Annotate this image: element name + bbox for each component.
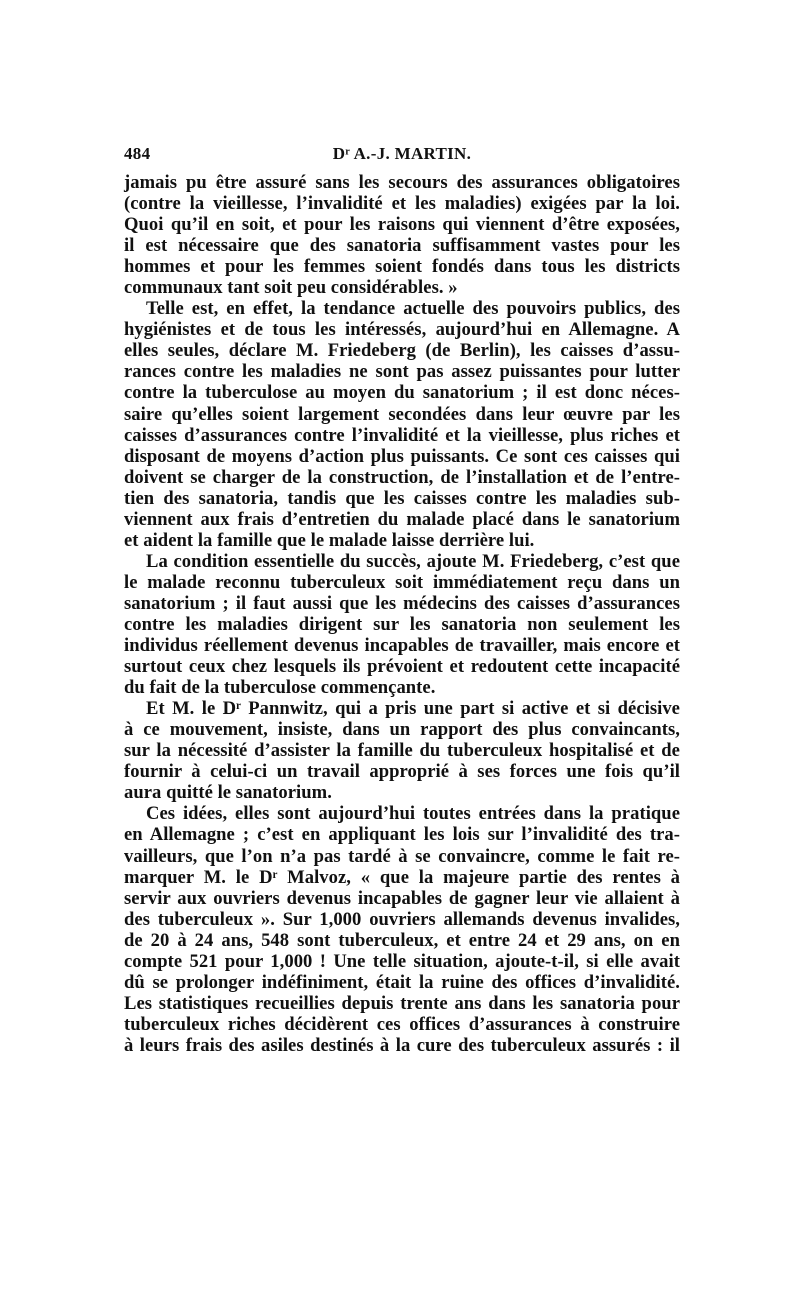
text-line: contre les maladies dirigent sur les sanatoria non seulement les — [124, 613, 680, 635]
text-line: (contre la vieillesse, l’invalidité et les maladies) exigées par la loi. — [124, 193, 680, 215]
body-text — [124, 172, 680, 1056]
text-line: elles seules, déclare M. Friedeberg (de Berlin), les caisses d’assu- — [124, 340, 680, 362]
text-line: compte 521 pour 1,000 ! Une telle situation, ajoute-t-il, si elle avait — [124, 950, 680, 972]
text-line: viennent aux frais d’entretien du malade placé dans le sanatorium — [124, 508, 680, 530]
text-line: à leurs frais des asiles destinés à la cure des tuberculeux assurés : il — [124, 1034, 680, 1056]
text-line: il est nécessaire que des sanatoria suffisamment vastes pour les — [124, 235, 680, 257]
text-line: tuberculeux riches décidèrent ces offices d’assurances à construire — [124, 1013, 680, 1035]
text-line: rances contre les maladies ne sont pas assez puissantes pour lutter — [124, 361, 680, 383]
text-line: Quoi qu’il en soit, et pour les raisons qui viennent d’être exposées, — [124, 214, 680, 236]
text-line: disposant de moyens d’action plus puissants. Ce sont ces caisses qui — [124, 445, 680, 467]
text-line: contre la tuberculose au moyen du sanatorium ; il est donc néces- — [124, 382, 680, 404]
text-line: dû se prolonger indéfiniment, était la ruine des offices d’invalidité. — [124, 971, 680, 993]
text-line: tien des sanatoria, tandis que les caisses contre les maladies sub- — [124, 487, 680, 509]
text-line: surtout ceux chez lesquels ils prévoient et redoutent cette incapacité — [124, 656, 680, 678]
text-line: de 20 à 24 ans, 548 sont tuberculeux, et entre 24 et 29 ans, on en — [124, 929, 680, 951]
text-line: Les statistiques recueillies depuis trente ans dans les sanatoria pour — [124, 992, 680, 1014]
text-line: le malade reconnu tuberculeux soit immédiatement reçu dans un — [124, 571, 680, 593]
text-line: fournir à celui-ci un travail approprié à ses forces une fois qu’il — [124, 761, 680, 783]
text-line: et aident la famille que le malade laisse derrière lui. — [124, 529, 535, 551]
running-head — [124, 144, 680, 170]
page-number: 484 — [124, 144, 151, 163]
text-line: hommes et pour les femmes soient fondés dans tous les districts — [124, 256, 680, 278]
text-line: du fait de la tuberculose commençante. — [124, 677, 436, 699]
running-title: Dʳ A.-J. MARTIN. — [332, 144, 472, 163]
text-line: caisses d’assurances contre l’invalidité et la vieillesse, plus riches et — [124, 424, 680, 446]
text-line: à ce mouvement, insiste, dans un rapport des plus convaincants, — [124, 719, 680, 741]
text-line: Ces idées, elles sont aujourd’hui toutes entrées dans la pratique — [146, 803, 680, 825]
text-line: communaux tant soit peu considérables. » — [124, 277, 458, 299]
text-line: marquer M. le Dʳ Malvoz, « que la majeure partie des rentes à — [124, 866, 680, 888]
text-line: doivent se charger de la construction, de l’installation et de l’entre- — [124, 466, 680, 488]
text-line: vailleurs, que l’on n’a pas tardé à se convaincre, comme le fait re- — [124, 845, 680, 867]
text-line: en Allemagne ; c’est en appliquant les lois sur l’invalidité des tra- — [124, 824, 680, 846]
text-line: sur la nécessité d’assister la famille du tuberculeux hospitalisé et de — [124, 740, 680, 762]
text-line: Telle est, en effet, la tendance actuelle des pouvoirs publics, des — [146, 298, 680, 320]
text-line: aura quitté le sanatorium. — [124, 782, 332, 804]
text-line: Et M. le Dʳ Pannwitz, qui a pris une part si active et si décisive — [146, 698, 680, 720]
text-line: jamais pu être assuré sans les secours des assurances obligatoires — [124, 172, 680, 193]
text-line: individus réellement devenus incapables de travailler, mais encore et — [124, 635, 680, 657]
book-page — [124, 144, 680, 1056]
text-line: servir aux ouvriers devenus incapables de gagner leur vie allaient à — [124, 887, 680, 909]
text-line: La condition essentielle du succès, ajoute M. Friedeberg, c’est que — [146, 550, 680, 572]
text-line: sanatorium ; il faut aussi que les médecins des caisses d’assurances — [124, 592, 680, 614]
text-line: hygiénistes et de tous les intéressés, aujourd’hui en Allemagne. A — [124, 319, 680, 341]
text-line: des tuberculeux ». Sur 1,000 ouvriers allemands devenus invalides, — [124, 908, 680, 930]
text-line: saire qu’elles soient largement secondées dans leur œuvre par les — [124, 403, 680, 425]
